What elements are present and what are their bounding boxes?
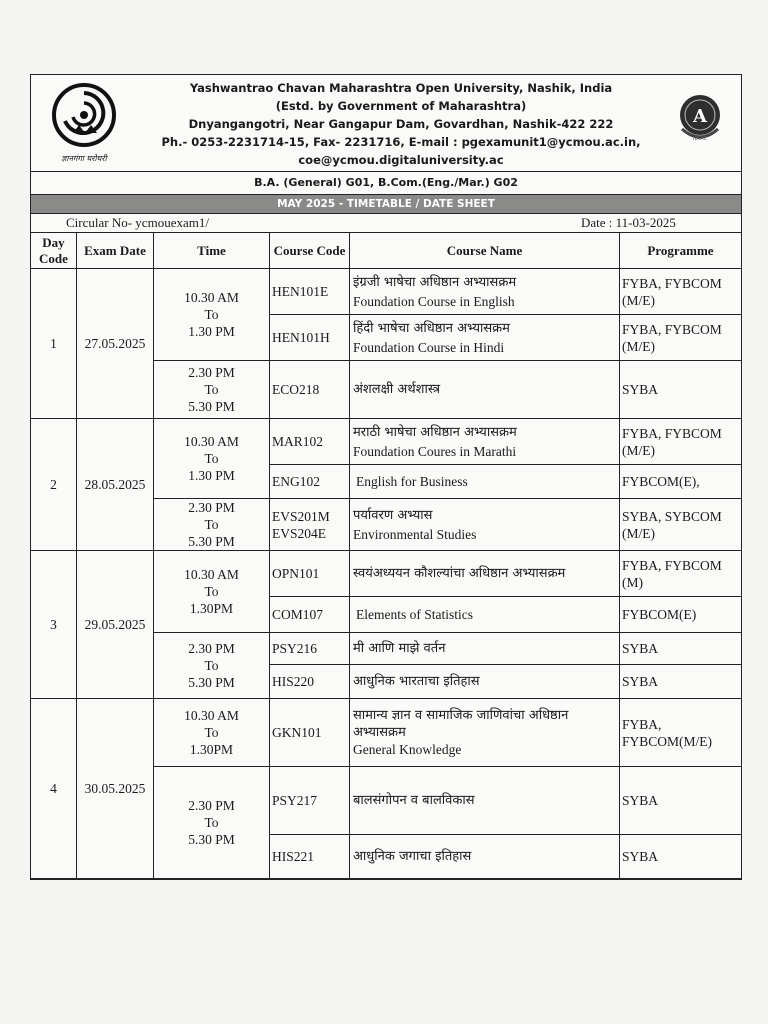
course-name: स्वयंअध्ययन कौशल्यांचा अधिष्ठान अभ्यासक्रम <box>350 551 620 597</box>
course-name: आधुनिक जगाचा इतिहास <box>350 835 620 879</box>
spiral-logo-icon <box>49 81 119 153</box>
course-name: Elements of Statistics <box>350 597 620 633</box>
course-name: अंशलक्षी अर्थशास्त्र <box>350 361 620 419</box>
course-name: मी आणि माझे वर्तन <box>350 633 620 665</box>
programme: FYBCOM(E) <box>620 597 742 633</box>
course-name: सामान्य ज्ञान व सामाजिक जाणिवांचा अधिष्ठान अभ्यासक्रम General Knowledge <box>350 699 620 767</box>
header-line: Yashwantrao Chavan Maharashtra Open University, Nashik, India <box>189 81 613 95</box>
table-row <box>31 419 742 465</box>
course-code: OPN101 <box>270 551 350 597</box>
exam-timetable <box>30 232 742 879</box>
course-code: HEN101E <box>270 269 350 315</box>
programme: FYBA, FYBCOM (M/E) <box>620 269 742 315</box>
university-address <box>131 79 671 169</box>
programme: FYBA, FYBCOM (M/E) <box>620 419 742 465</box>
programme: SYBA <box>620 361 742 419</box>
session-time: 2.30 PM To 5.30 PM <box>154 633 270 699</box>
programme: SYBA <box>620 633 742 665</box>
exam-date: 29.05.2025 <box>77 551 154 699</box>
programme: SYBA <box>620 835 742 879</box>
circular-date: Date : 11-03-2025 <box>581 215 676 230</box>
course-name: मराठी भाषेचा अधिष्ठान अभ्यासक्रम Foundation Coures in Marathi <box>350 419 620 465</box>
column-header: Time <box>154 233 270 269</box>
exam-date: 27.05.2025 <box>77 269 154 419</box>
header-line: Ph.- 0253-2231714-15, Fax- 2231716, E-mail : pgexamunit1@ycmou.ac.in, <box>161 135 641 149</box>
programme: FYBA, FYBCOM(M/E) <box>620 699 742 767</box>
session-time: 10.30 AM To 1.30 PM <box>154 419 270 499</box>
badge-caption: NAAC <box>692 136 708 142</box>
programme: SYBA <box>620 767 742 835</box>
table-row <box>31 699 742 767</box>
course-name: हिंदी भाषेचा अधिष्ठान अभ्यासक्रम Foundation Course in Hindi <box>350 315 620 361</box>
header-line: Dnyangangotri, Near Gangapur Dam, Govardhan, Nashik-422 222 <box>188 117 614 131</box>
day-code: 2 <box>31 419 77 551</box>
university-logo <box>49 81 119 165</box>
course-code: EVS201M EVS204E <box>270 499 350 551</box>
course-code: HEN101H <box>270 315 350 361</box>
day-code: 1 <box>31 269 77 419</box>
header-line: (Estd. by Government of Maharashtra) <box>275 99 527 113</box>
programme: SYBA <box>620 665 742 699</box>
course-code: GKN101 <box>270 699 350 767</box>
column-header: Course Name <box>350 233 620 269</box>
timetable-title: MAY 2025 - TIMETABLE / DATE SHEET <box>31 195 741 214</box>
programme: SYBA, SYBCOM (M/E) <box>620 499 742 551</box>
exam-date: 30.05.2025 <box>77 699 154 879</box>
course-code: ENG102 <box>270 465 350 499</box>
programme: FYBCOM(E), <box>620 465 742 499</box>
badge-letter: A <box>693 106 707 127</box>
circular-row <box>31 214 741 232</box>
table-row <box>31 551 742 597</box>
table-row <box>31 269 742 315</box>
session-time: 2.30 PM To 5.30 PM <box>154 767 270 879</box>
session-time: 2.30 PM To 5.30 PM <box>154 499 270 551</box>
table-header-row <box>31 233 742 269</box>
course-name: आधुनिक भारताचा इतिहास <box>350 665 620 699</box>
column-header: Day Code <box>31 233 77 269</box>
course-code: MAR102 <box>270 419 350 465</box>
course-name: बालसंगोपन व बालविकास <box>350 767 620 835</box>
session-time: 10.30 AM To 1.30PM <box>154 699 270 767</box>
course-code: ECO218 <box>270 361 350 419</box>
day-code: 4 <box>31 699 77 879</box>
course-code: HIS220 <box>270 665 350 699</box>
naac-badge <box>676 89 724 145</box>
column-header: Course Code <box>270 233 350 269</box>
circular-number: Circular No- ycmouexam1/ <box>66 215 209 230</box>
course-name: पर्यावरण अभ्यास Environmental Studies <box>350 499 620 551</box>
programme: FYBA, FYBCOM (M/E) <box>620 315 742 361</box>
naac-grade-icon <box>676 89 724 145</box>
course-code: PSY217 <box>270 767 350 835</box>
course-name: English for Business <box>350 465 620 499</box>
course-code: PSY216 <box>270 633 350 665</box>
programme-line: B.A. (General) G01, B.Com.(Eng./Mar.) G02 <box>31 172 741 195</box>
course-code: COM107 <box>270 597 350 633</box>
course-code: HIS221 <box>270 835 350 879</box>
day-code: 3 <box>31 551 77 699</box>
logo-caption: ज्ञानगंगा घरोघरी <box>61 154 107 163</box>
timetable-sheet <box>30 74 742 880</box>
session-time: 2.30 PM To 5.30 PM <box>154 361 270 419</box>
header-line: coe@ycmou.digitaluniversity.ac <box>298 153 504 167</box>
column-header: Exam Date <box>77 233 154 269</box>
exam-date: 28.05.2025 <box>77 419 154 551</box>
session-time: 10.30 AM To 1.30PM <box>154 551 270 633</box>
session-time: 10.30 AM To 1.30 PM <box>154 269 270 361</box>
course-name: इंग्रजी भाषेचा अधिष्ठान अभ्यासक्रम Foundation Course in English <box>350 269 620 315</box>
programme: FYBA, FYBCOM (M) <box>620 551 742 597</box>
university-header <box>31 75 741 172</box>
column-header: Programme <box>620 233 742 269</box>
